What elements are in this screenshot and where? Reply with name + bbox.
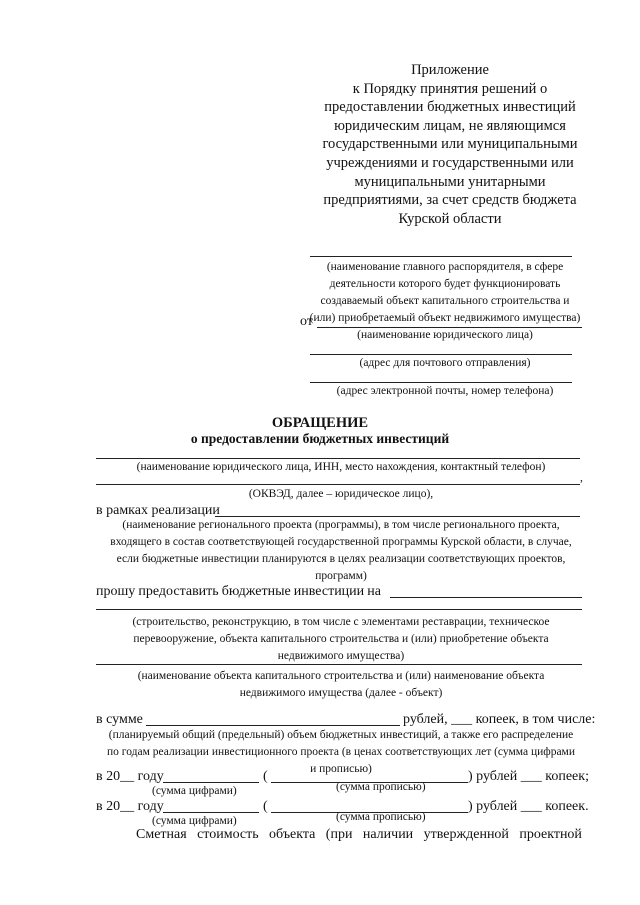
object-caption: (наименование объекта капитального строительства и (или) наименование объекта недвижимого имущества (далее - объект) bbox=[137, 670, 545, 699]
okved-comma: , bbox=[580, 472, 583, 484]
legal-entity-line bbox=[317, 327, 582, 328]
appendix-line: к Порядку принятия решений о bbox=[352, 80, 548, 97]
year-row-digits-line bbox=[163, 812, 259, 813]
sum-label: в сумме bbox=[96, 712, 143, 727]
framework-label: в рамках реализации bbox=[96, 503, 220, 518]
appendix-line: муниципальными унитарными bbox=[354, 173, 546, 190]
year-row-words-caption: (сумма прописью) bbox=[336, 811, 426, 823]
okved-line bbox=[96, 484, 580, 485]
year-row-open-paren: ( bbox=[263, 769, 268, 784]
document-subtitle: о предоставлении бюджетных инвестиций bbox=[190, 431, 450, 446]
request-line bbox=[390, 597, 582, 598]
okved-caption: (ОКВЭД, далее – юридическое лицо), bbox=[248, 488, 434, 500]
sum-line bbox=[146, 725, 400, 726]
email-line bbox=[310, 382, 572, 383]
entity-caption: (наименование юридического лица, ИНН, место нахождения, контактный телефон) bbox=[136, 461, 546, 473]
year-row-open-paren: ( bbox=[263, 799, 268, 814]
year-row-label: в 20__ году bbox=[96, 769, 164, 784]
request-sentence: прошу предоставить бюджетные инвестиции на bbox=[96, 584, 381, 599]
object-line bbox=[96, 664, 582, 665]
year-row-digits-line bbox=[163, 782, 259, 783]
appendix-line: юридическим лицам, не являющимся bbox=[334, 117, 566, 134]
legal-entity-caption: (наименование юридического лица) bbox=[357, 329, 533, 341]
document-title: ОБРАЩЕНИЕ bbox=[271, 415, 369, 431]
appendix-line: учреждениями и государственными или bbox=[326, 154, 574, 171]
estimate-sentence: Сметная стоимость объекта (при наличии утвержденной проектной bbox=[136, 827, 582, 842]
purpose-caption: (строительство, реконструкцию, в том числе с элементами реставрации, техническое перевооружение, объекта капитального строительства и (или) приобретение объекта недвижимого имущества) bbox=[132, 616, 550, 662]
year-row-label: в 20__ году bbox=[96, 799, 164, 814]
postal-line bbox=[310, 354, 572, 355]
year-row-words-caption: (сумма прописью) bbox=[336, 781, 426, 793]
year-row-tail: ) рублей ___ копеек. bbox=[468, 799, 589, 814]
email-caption: (адрес электронной почты, номер телефона) bbox=[336, 385, 554, 397]
appendix-title: Приложение bbox=[411, 62, 489, 78]
distributor-caption: (наименование главного распорядителя, в сфере деятельности которого будет функционировать создаваемый объект капитального строительства и (или) приобретаемый объект недвижимого имущества) bbox=[309, 261, 581, 324]
sum-caption: (планируемый общий (предельный) объем бюджетных инвестиций, а также его распределение по годам реализации инвестиционного проекта (в ценах соответствующих лет (сумма цифрами и прописью) bbox=[107, 729, 575, 775]
appendix-line: государственными или муниципальными bbox=[322, 136, 578, 153]
appendix-line: Курской области bbox=[398, 210, 502, 227]
postal-caption: (адрес для почтового отправления) bbox=[359, 357, 531, 369]
from-label: от bbox=[300, 314, 313, 329]
year-row-digits-caption: (сумма цифрами) bbox=[152, 785, 237, 797]
year-row-tail: ) рублей ___ копеек; bbox=[468, 769, 589, 784]
project-caption: (наименование регионального проекта (программы), в том числе регионального проекта, входящего в состав соответствующей государственной программы Курской области, в случае, если бюджетные инвестиции планируются в целях реализации соответствующих проектов, программ) bbox=[110, 519, 572, 582]
year-row-digits-caption: (сумма цифрами) bbox=[152, 815, 237, 827]
appendix-line: предприятиями, за счет средств бюджета bbox=[323, 192, 577, 209]
appendix-line: предоставлении бюджетных инвестиций bbox=[324, 99, 576, 116]
purpose-line bbox=[96, 609, 582, 610]
distributor-line bbox=[310, 256, 572, 257]
appendix-block bbox=[300, 61, 600, 228]
sum-tail: рублей, ___ копеек, в том числе: bbox=[403, 712, 596, 727]
entity-line bbox=[96, 458, 580, 459]
